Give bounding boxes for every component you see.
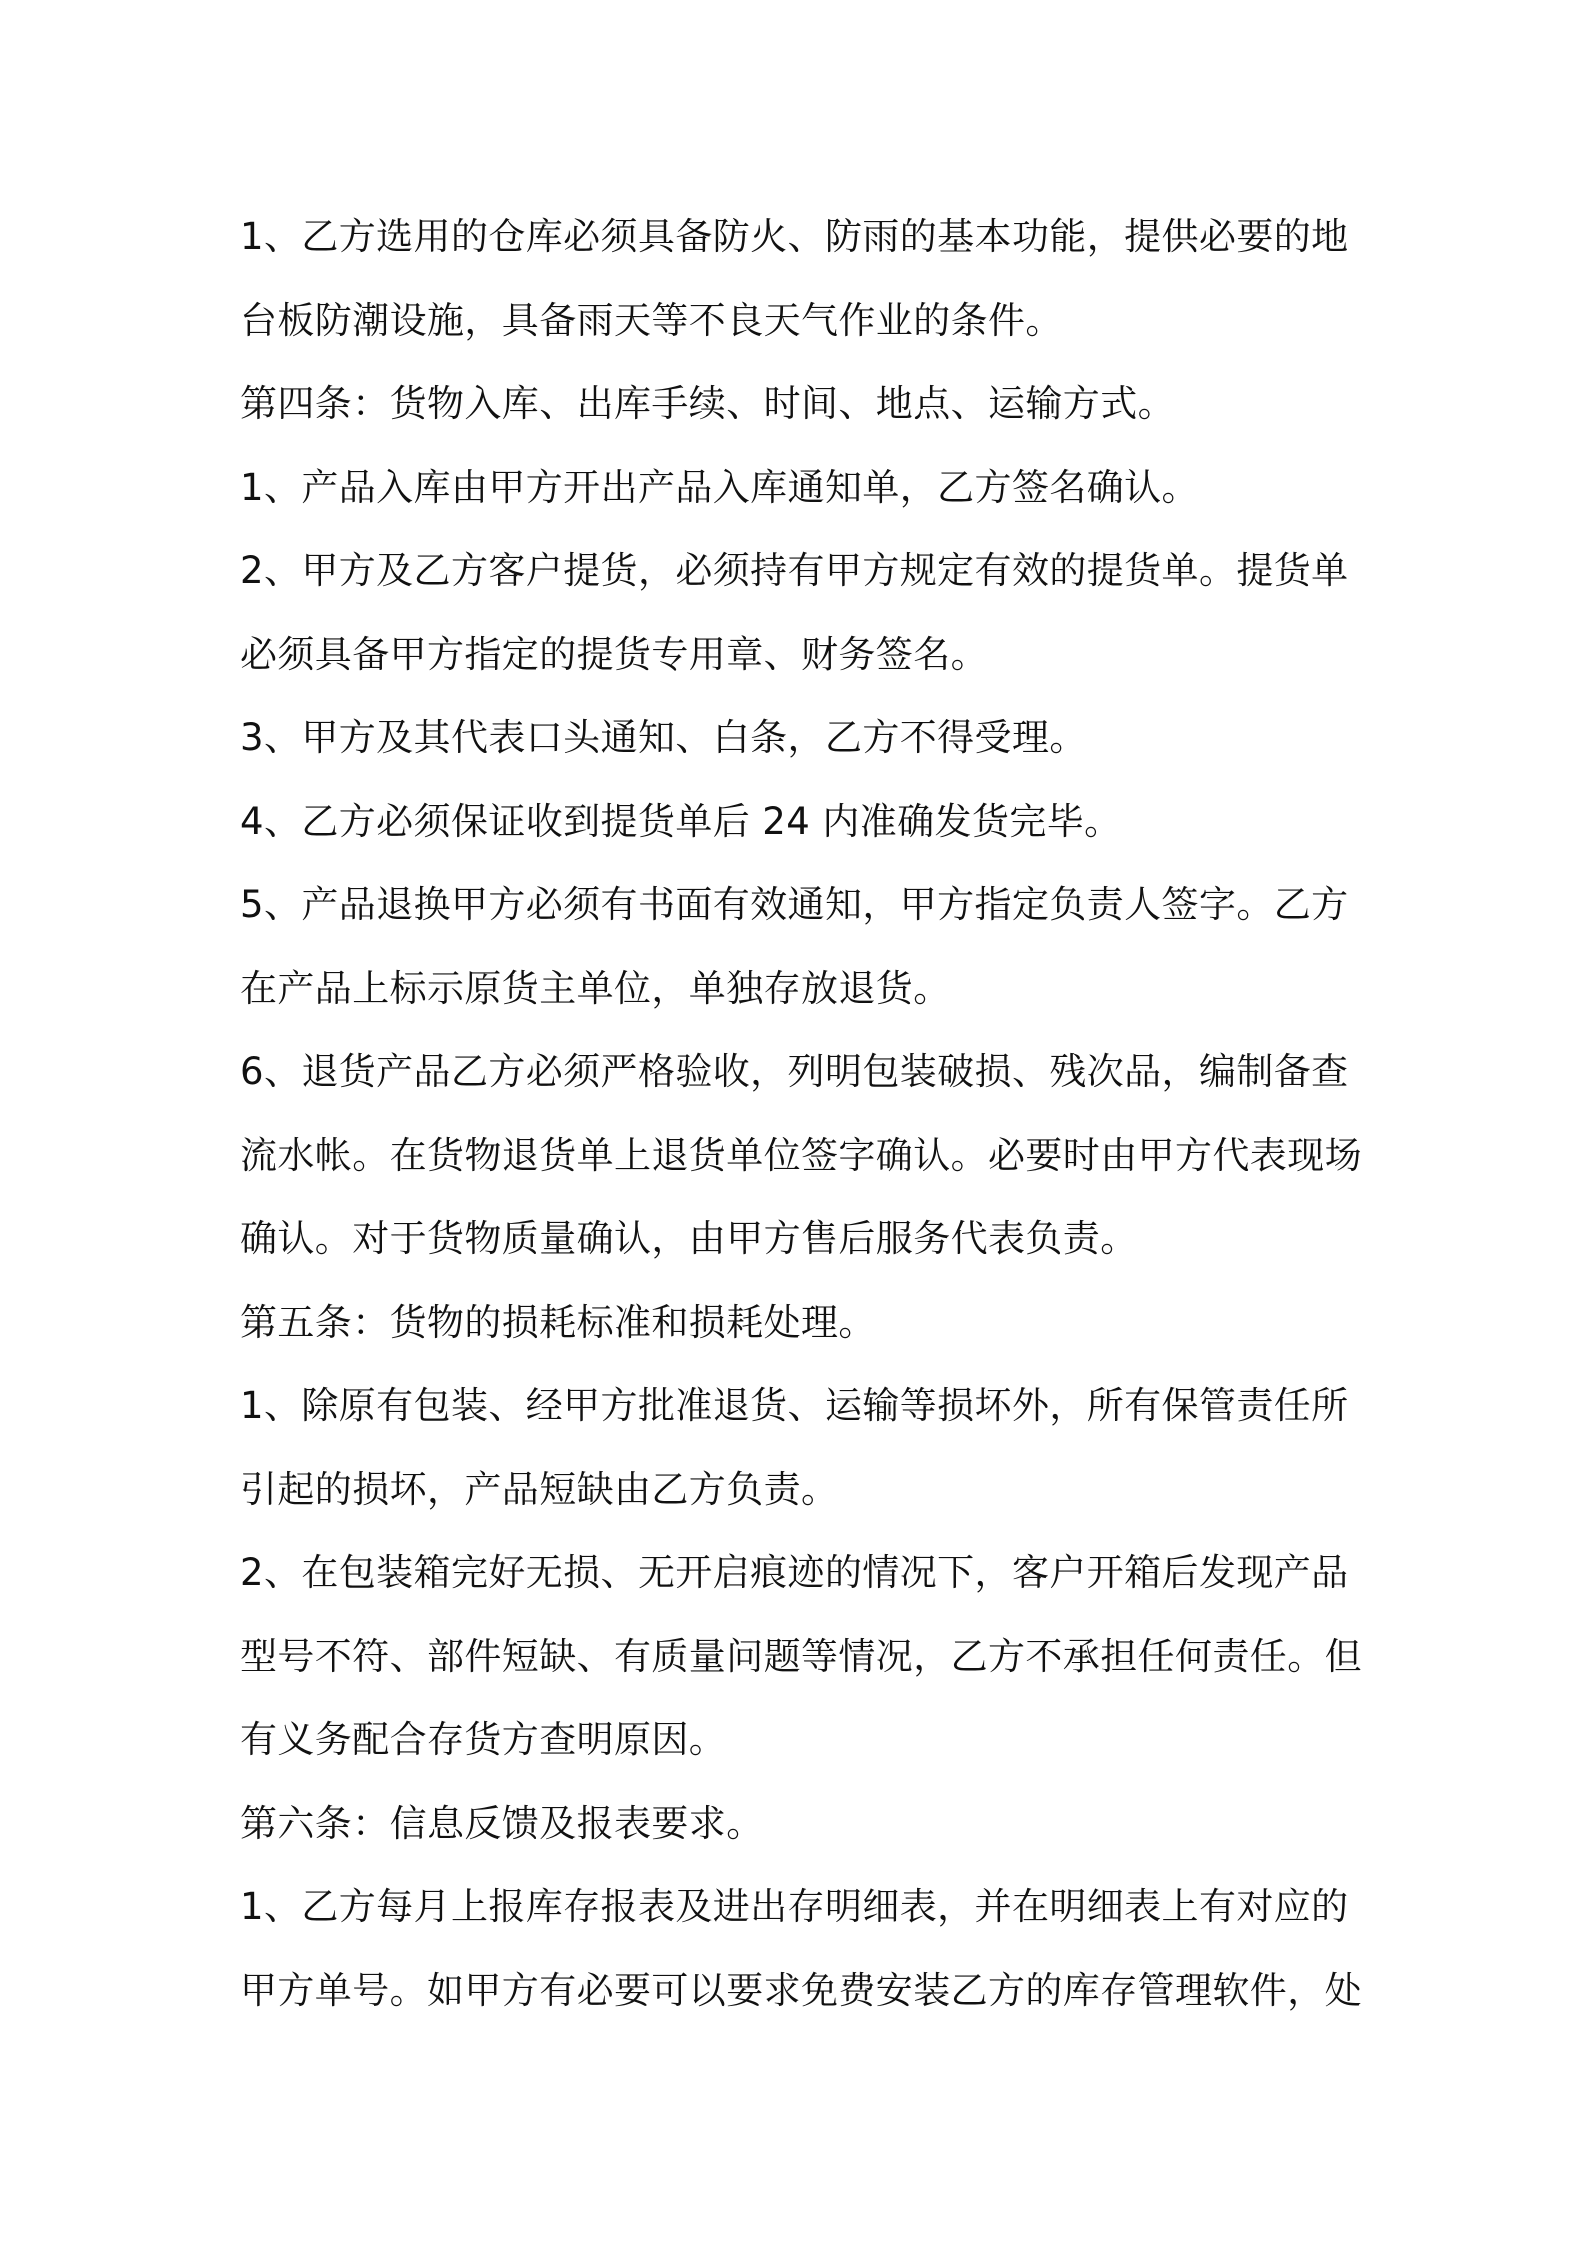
- text-line: 5、产品退换甲方必须有书面有效通知，甲方指定负责人签字。乙方: [240, 883, 1349, 926]
- text-line: 4、乙方必须保证收到提货单后 24 内准确发货完毕。: [240, 799, 1122, 843]
- text-line: 2、在包装箱完好无损、无开启痕迹的情况下，客户开箱后发现产品: [240, 1551, 1349, 1594]
- text-line: 引起的损坏，产品短缺由乙方负责。: [240, 1467, 839, 1511]
- text-line: 在产品上标示原货主单位，单独存放退货。: [240, 966, 951, 1010]
- text-line: 1、乙方选用的仓库必须具备防火、防雨的基本功能，提供必要的地: [240, 215, 1349, 258]
- text-line: 1、乙方每月上报库存报表及进出存明细表，并在明细表上有对应的: [240, 1885, 1349, 1928]
- text-line: 6、退货产品乙方必须严格验收，列明包装破损、残次品，编制备查: [240, 1050, 1349, 1093]
- text-line: 台板防潮设施，具备雨天等不良天气作业的条件。: [240, 298, 1063, 342]
- text-line: 有义务配合存货方查明原因。: [240, 1718, 727, 1761]
- text-line: 甲方单号。如甲方有必要可以要求免费安装乙方的库存管理软件，处: [240, 1968, 1362, 2012]
- text-line: 2、甲方及乙方客户提货，必须持有甲方规定有效的提货单。提货单: [240, 549, 1349, 592]
- text-line: 必须具备甲方指定的提货专用章、财务签名。: [240, 632, 988, 676]
- document-body: [240, 195, 1360, 2032]
- text-line: 型号不符、部件短缺、有质量问题等情况，乙方不承担任何责任。但: [240, 1634, 1362, 1678]
- section-heading: 第四条：货物入库、出库手续、时间、地点、运输方式。: [240, 382, 1175, 425]
- text-line: 3、甲方及其代表口头通知、白条，乙方不得受理。: [240, 716, 1087, 759]
- text-line: 流水帐。在货物退货单上退货单位签字确认。必要时由甲方代表现场: [240, 1133, 1362, 1177]
- text-line: 确认。对于货物质量确认，由甲方售后服务代表负责。: [240, 1217, 1138, 1260]
- section-heading: 第六条：信息反馈及报表要求。: [240, 1801, 764, 1845]
- text-line: 1、产品入库由甲方开出产品入库通知单，乙方签名确认。: [240, 465, 1199, 509]
- text-line: 1、除原有包装、经甲方批准退货、运输等损坏外，所有保管责任所: [240, 1384, 1349, 1427]
- section-heading: 第五条：货物的损耗标准和损耗处理。: [240, 1300, 876, 1344]
